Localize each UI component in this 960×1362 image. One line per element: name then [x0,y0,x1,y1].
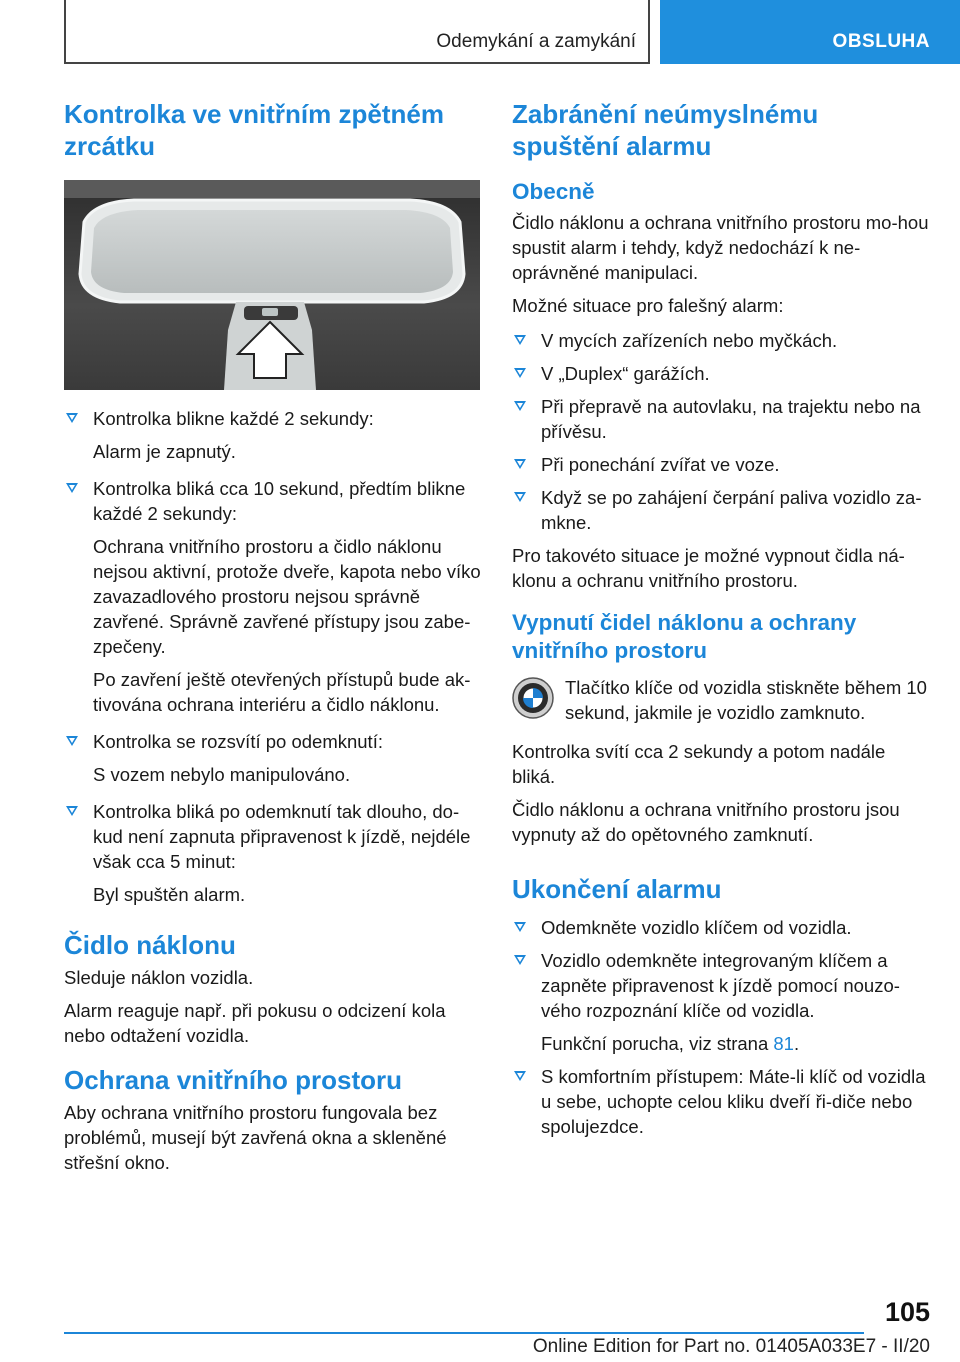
list-item-text: Kontrolka se rozsvítí po odemknutí: [93,731,383,752]
key-button-instruction [512,675,930,733]
list-item [64,799,484,874]
list-item-text: Při ponechání zvířat ve voze. [541,454,780,475]
bullet-triangle-icon [514,459,526,469]
list-item-text: V mycích zařízeních nebo myčkách. [541,330,838,351]
tilt-sensor-heading: Čidlo náklonu [64,930,236,960]
list-item [512,948,930,1023]
list-item-detail: Byl spuštěn alarm. [93,884,246,905]
bullet-triangle-icon [514,335,526,345]
paragraph: Čidlo náklonu a ochrana vnitřního prostoru mo-hou spustit alarm i tehdy, když nedochází k ne-oprávněné manipulaci. [512,212,929,283]
bullet-triangle-icon [66,806,78,816]
right-column [512,98,930,1139]
header-rule-bottom [64,62,650,64]
list-item-detail: Ochrana vnitřního prostoru a čidlo náklonu nejsou aktivní, protože dveře, kapota nebo víko zavazadlového prostoru nejsou správně zavřené. Správně zavřené přístupy jsou zabe-zpečeny. [93,536,481,657]
list-item [512,485,930,535]
cross-reference-text: Funkční porucha, viz strana [541,1033,774,1054]
paragraph: Sleduje náklon vozidla. [64,967,254,988]
list-item-text: Vozidlo odemkněte integrovaným klíčem a zapněte připravenost k jízdě pomocí nouzo-vého rozpoznání klíče od vozidla. [541,950,900,1021]
mirror-image [64,180,480,390]
list-item-text: Když se po zahájení čerpání paliva vozidlo za-mkne. [541,487,922,533]
bullet-triangle-icon [66,736,78,746]
list-item [512,1064,930,1139]
bullet-triangle-icon [514,401,526,411]
left-column [64,98,484,1175]
interior-protection-heading: Ochrana vnitřního prostoru [64,1065,403,1095]
list-item-detail: S vozem nebylo manipulováno. [93,764,351,785]
list-item [512,361,930,386]
bullet-triangle-icon [66,413,78,423]
bullet-triangle-icon [514,922,526,932]
general-subheading: Obecně [512,179,595,204]
paragraph: Čidlo náklonu a ochrana vnitřního prostoru jsou vypnuty až do opětovného zamknutí. [512,799,900,845]
mirror-indicator-heading: Kontrolka ve vnitřním zpětném zrcátku [64,99,444,161]
list-item-text: Kontrolka bliká po odemknutí tak dlouho, do-kud není zapnuta připravenost k jízdě, nejdéle však cca 5 minut: [93,801,471,872]
section-tab-label[interactable]: OBSLUHA [832,31,930,52]
header-rule-divider [648,0,650,64]
paragraph: Alarm reaguje např. při pokusu o odcizení kola nebo odtažení vozidla. [64,1000,446,1046]
list-item [64,406,484,431]
rearview-mirror-illustration [64,180,480,390]
list-item [512,452,930,477]
bullet-triangle-icon [514,1071,526,1081]
edition-footer: Online Edition for Part no. 01405A033E7 - II/20 [532,1336,930,1357]
key-fob-button-icon [512,677,554,719]
chapter-title: Odemykání a zamykání [436,31,636,52]
list-item-text: Kontrolka bliká cca 10 sekund, předtím blikne každé 2 sekundy: [93,478,466,524]
bullet-triangle-icon [514,368,526,378]
list-item [512,915,930,940]
list-item-text: V „Duplex“ garážích. [541,363,710,384]
list-item-detail: Po zavření ještě otevřených přístupů bude ak-tivována ochrana interiéru a čidlo náklonu. [93,669,471,715]
punctuation: . [793,1033,800,1054]
end-alarm-heading: Ukončení alarmu [512,874,722,904]
bullet-triangle-icon [514,955,526,965]
disable-sensors-subheading: Vypnutí čidel náklonu a ochrany vnitřního prostoru [512,610,857,663]
bullet-triangle-icon [514,492,526,502]
list-item-text: Při přepravě na autovlaku, na trajektu nebo na přívěsu. [541,396,921,442]
list-item-text: Odemkněte vozidlo klíčem od vozidla. [541,917,852,938]
key-button-text: Tlačítko klíče od vozidla stiskněte během 10 sekund, jakmile je vozidlo zamknuto. [565,677,927,723]
bullet-triangle-icon [66,483,78,493]
paragraph: Kontrolka svítí cca 2 sekundy a potom nadále bliká. [512,741,886,787]
list-item-text: S komfortním přístupem: Máte-li klíč od vozidla u sebe, uchopte celou kliku dveří ři-diče nebo spolujezdce. [541,1066,926,1137]
list-item [64,476,484,526]
paragraph: Aby ochrana vnitřního prostoru fungovala bez problémů, musejí být zavřená okna a skleněné střešní okno. [64,1102,447,1173]
list-item-text: Kontrolka blikne každé 2 sekundy: [93,408,374,429]
list-item [64,729,484,754]
footer-rule [64,1332,864,1334]
list-item-detail: Alarm je zapnutý. [93,441,236,462]
paragraph: Možné situace pro falešný alarm: [512,295,784,316]
list-item [512,394,930,444]
list-item [512,328,930,353]
list-item-detail [512,1031,930,1056]
page-link[interactable]: 81 [773,1033,794,1054]
page-number: 105 [884,1297,930,1327]
paragraph: Pro takovéto situace je možné vypnout čidla ná-klonu a ochranu vnitřního prostoru. [512,545,905,591]
false-alarm-heading: Zabránění neúmyslnému spuštění alarmu [512,99,819,161]
